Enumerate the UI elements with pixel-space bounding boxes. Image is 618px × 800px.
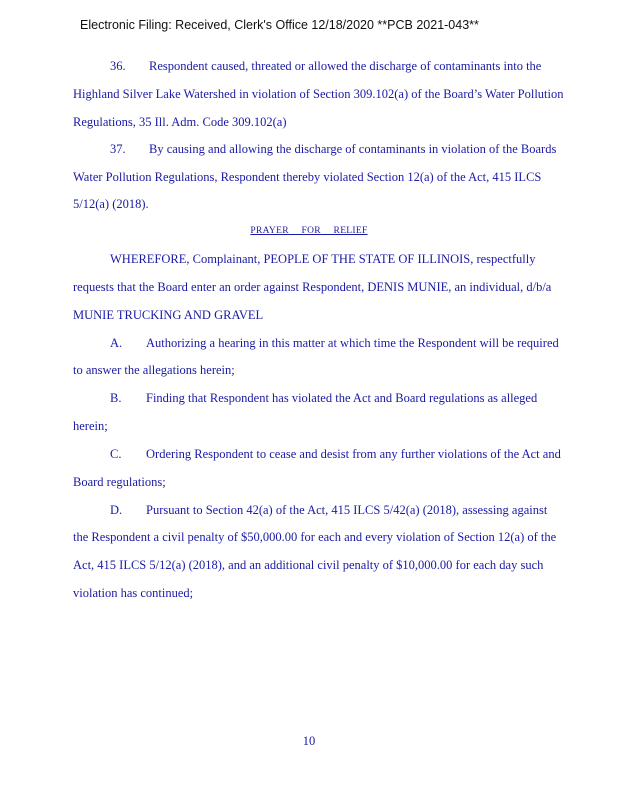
item-d-line-1: Pursuant to Section 42(a) of the Act, 415 ILCS 5/42(a) (2018), assessing against bbox=[146, 503, 548, 517]
item-d-line-4: violation has continued; bbox=[73, 586, 194, 600]
item-d-line-3: Act, 415 ILCS 5/12(a) (2018), and an additional civil penalty of $10,000.00 for each day such bbox=[73, 558, 544, 572]
paragraph-36-number: 36. bbox=[110, 59, 126, 73]
item-b-line-1: Finding that Respondent has violated the Act and Board regulations as alleged bbox=[146, 391, 538, 405]
paragraph-36-line-1: Respondent caused, threated or allowed the discharge of contaminants into the bbox=[149, 59, 542, 73]
item-d-line-2: the Respondent a civil penalty of $50,000.00 for each and every violation of Section 12(a) of the bbox=[73, 530, 557, 544]
paragraph-36-line-3: Regulations, 35 Ill. Adm. Code 309.102(a) bbox=[73, 115, 287, 129]
paragraph-37-line-2: Water Pollution Regulations, Respondent thereby violated Section 12(a) of the Act, 415 ILCS bbox=[73, 170, 542, 184]
item-b-line-2: herein; bbox=[73, 419, 108, 433]
filing-stamp: Electronic Filing: Received, Clerk's Office 12/18/2020 **PCB 2021-043** bbox=[80, 18, 479, 32]
wherefore-line-3: MUNIE TRUCKING AND GRAVEL bbox=[73, 308, 264, 322]
wherefore-line-1: WHEREFORE, Complainant, PEOPLE OF THE STATE OF ILLINOIS, respectfully bbox=[110, 252, 536, 266]
item-d-letter: D. bbox=[110, 503, 123, 517]
item-c-letter: C. bbox=[110, 447, 122, 461]
item-c-line-2: Board regulations; bbox=[73, 475, 166, 489]
paragraph-36-line-2: Highland Silver Lake Watershed in violation of Section 309.102(a) of the Board’s Water Pollution bbox=[73, 87, 564, 101]
page-number: 10 bbox=[302, 734, 316, 748]
paragraph-37-line-1: By causing and allowing the discharge of contaminants in violation of the Boards bbox=[149, 142, 557, 156]
item-a-letter: A. bbox=[110, 336, 123, 350]
prayer-for-relief-heading: PRAYER FOR RELIEF bbox=[250, 226, 368, 236]
item-c-line-1: Ordering Respondent to cease and desist from any further violations of the Act and bbox=[146, 447, 561, 461]
paragraph-37-number: 37. bbox=[110, 142, 126, 156]
wherefore-line-2: requests that the Board enter an order against Respondent, DENIS MUNIE, an individual, d/b/a bbox=[73, 280, 552, 294]
item-b-letter: B. bbox=[110, 391, 122, 405]
item-a-line-2: to answer the allegations herein; bbox=[73, 363, 235, 377]
item-a-line-1: Authorizing a hearing in this matter at which time the Respondent will be required bbox=[146, 336, 559, 350]
paragraph-37-line-3: 5/12(a) (2018). bbox=[73, 197, 149, 211]
